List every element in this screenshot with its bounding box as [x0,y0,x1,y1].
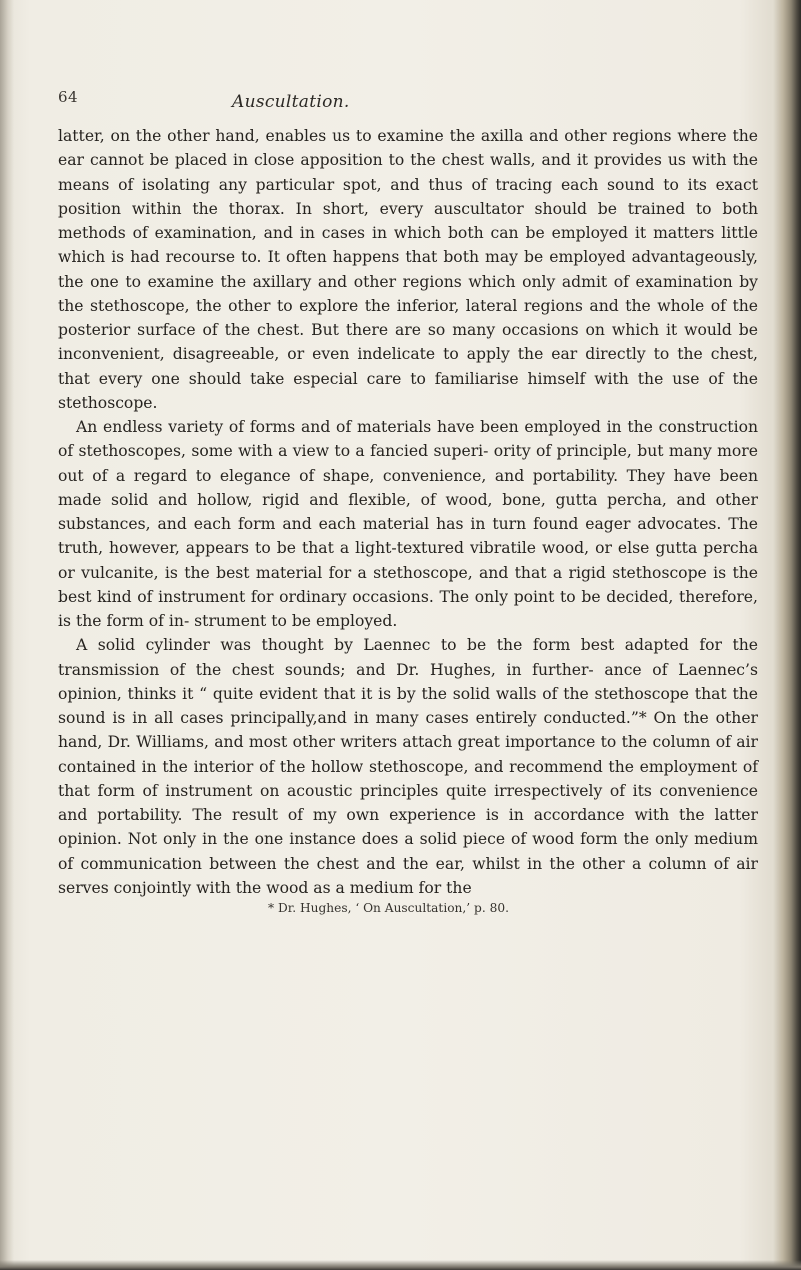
paragraph-3: A solid cylinder was thought by Laennec to be the form best adapted for the transmission of the chest sounds; and Dr. Hughes, in further- ance of Laennec’s opinion, thinks it “ quite evident that it is by the solid walls of the stethoscope that the sound is in all cases principally,and in many cases entirely conducted.”* On the other hand, Dr. Williams, and most other writers attach great importance to the column of air contained in the interior of the hollow stethoscope, and recommend the employment of that form of instrument on acoustic principles quite irrespectively of its convenience and portability. The result of my own experience is in accordance with the latter opinion. Not only in the one instance does a solid piece of wood form the only medium of communication between the chest and the ear, whilst in the other a column of air serves conjointly with the wood as a medium for the [58,636,758,897]
footnote: * Dr. Hughes, ‘ On Auscultation,’ p. 80. [268,901,509,915]
gutter-shadow [0,0,14,1270]
page-edge-right [773,0,801,1270]
paragraph-1: latter, on the other hand, enables us to examine the axilla and other regions where the ear cannot be placed in close apposition to the chest walls, and it provides us with the means of isolating any particular spot, and thus of tracing each sound to its exact position within the thorax. In short, every auscultator should be trained to both methods of examination, and in cases in which both can be employed it matters little which is had recourse to. It often happens that both may be employed advantageously, the one to examine the axillary and other regions which only admit of examination by the stethoscope, the other to explore the inferior, lateral regions and the whole of the posterior surface of the chest. But there are so many occasions on which it would be inconvenient, disagreeable, or even indelicate to apply the ear directly to the chest, that every one should take especial care to familiarise himself with the use of the stethoscope. [58,127,758,412]
body-text [58,124,758,918]
page-number: 64 [58,88,79,106]
paragraph-2: An endless variety of forms and of materials have been employed in the construction of stethoscopes, some with a view to a fancied superi- ority of principle, but many more out of a regard to elegance of shape, convenience, and portability. They have been made solid and hollow, rigid and flexible, of wood, bone, gutta percha, and other substances, and each form and each material has in turn found eager advocates. The truth, however, appears to be that a light-textured vibratile wood, or else gutta percha or vulcanite, is the best material for a stethoscope, and that a rigid stethoscope is the best kind of instrument for ordinary occasions. The only point to be decided, therefore, is the form of in- strument to be employed. [58,418,758,630]
page-header [58,88,758,114]
page-edge-bottom [0,1260,801,1270]
running-head: Auscultation. [232,92,350,112]
